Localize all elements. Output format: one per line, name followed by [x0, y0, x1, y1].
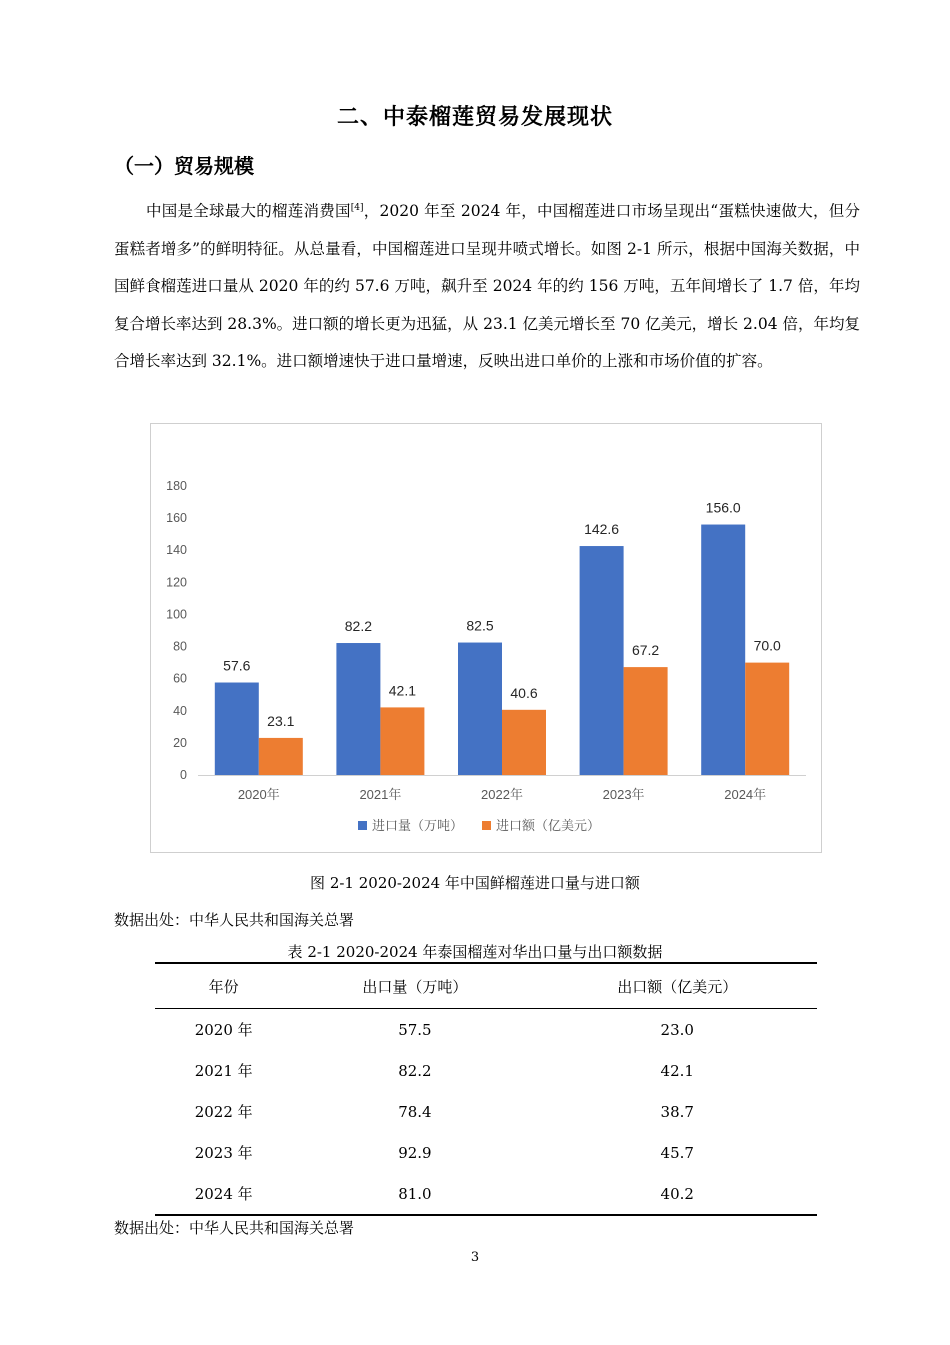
cell-value: 38.7 — [660, 1102, 694, 1121]
data-label: 40.6 — [510, 684, 538, 701]
bar-import-value — [745, 663, 789, 775]
bar-import-value — [502, 710, 546, 775]
bar-import-volume — [458, 643, 502, 775]
data-label: 67.2 — [631, 642, 660, 659]
cell-volume: 82.2 — [398, 1061, 432, 1080]
bar-import-value — [624, 667, 668, 775]
y-tick-label: 180 — [166, 479, 187, 493]
y-tick-label: 60 — [173, 671, 187, 686]
export-table — [155, 962, 817, 1216]
cell-volume: 78.4 — [398, 1102, 432, 1121]
cell-year: 2021 年 — [194, 1062, 253, 1080]
y-tick-label: 120 — [166, 575, 187, 590]
data-label: 156.0 — [705, 499, 741, 516]
cell-year: 2022 年 — [194, 1103, 253, 1121]
body-paragraph — [114, 193, 860, 381]
cell-value: 23.0 — [660, 1020, 694, 1039]
x-tick-label: 2021年 — [359, 787, 402, 802]
bar-import-volume — [215, 683, 259, 775]
x-tick-label: 2024年 — [724, 787, 767, 802]
y-tick-label: 80 — [173, 639, 187, 654]
figure-source: 数据出处：中华人民共和国海关总署 — [114, 911, 355, 929]
data-label: 23.1 — [267, 712, 295, 729]
cell-volume: 92.9 — [398, 1143, 432, 1162]
bar-import-volume — [336, 643, 380, 775]
subsection-title: （一）贸易规模 — [114, 154, 254, 178]
section-title: 二、中泰榴莲贸易发展现状 — [336, 105, 613, 130]
cell-year: 2023 年 — [194, 1144, 253, 1162]
cell-year: 2020 年 — [194, 1021, 253, 1039]
bar-import-volume — [701, 525, 745, 775]
x-tick-label: 2020年 — [237, 787, 280, 802]
table-row — [155, 1091, 817, 1132]
header-volume: 出口量（万吨） — [362, 977, 468, 996]
legend-swatch-value — [482, 821, 491, 830]
y-tick-label: 140 — [166, 543, 187, 558]
paragraph-text-rest: ，2020 年至 2024 年，中国榴莲进口市场呈现出“蛋糕快速做大，但分蛋糕者增多”的鲜明特征。从总量看，中国榴莲进口呈现井喷式增长。如图 2-1 所示，根据中国海关数据，中国鲜食榴莲进口量从 2020 年的约 57.6 万吨，飙升至 2024 年的约 156 万吨，五年间增长了 1.7 倍，年均复合增长率达到 28.3%。进口额的增长更为迅猛，从 23.1 亿美元增长至 70 亿美元，增长 2.04 倍，年均复合增长率达到 32.1%。进口额增速快于进口量增速，反映出进口单价的上涨和市场价值的扩容。 — [114, 202, 860, 370]
y-tick-label: 20 — [173, 735, 187, 750]
citation-ref[interactable]: [4] — [350, 202, 364, 213]
legend-label: 进口额（亿美元） — [496, 818, 601, 833]
x-tick-label: 2023年 — [602, 787, 645, 802]
data-label: 82.2 — [344, 618, 373, 635]
chart-canvas — [151, 424, 821, 852]
y-tick-label: 40 — [173, 703, 187, 718]
cell-volume: 81.0 — [398, 1184, 432, 1203]
bar-import-value — [380, 707, 424, 775]
cell-volume: 57.5 — [398, 1020, 432, 1039]
header-year: 年份 — [208, 977, 239, 996]
legend-label: 进口量（万吨） — [372, 818, 464, 833]
data-label: 42.1 — [388, 682, 417, 699]
page-number: 3 — [470, 1250, 480, 1265]
table-header-row — [155, 963, 817, 1009]
table-caption: 表 2-1 2020-2024 年泰国榴莲对华出口量与出口额数据 — [287, 943, 663, 961]
data-label: 82.5 — [466, 617, 494, 634]
cell-value: 42.1 — [660, 1061, 694, 1080]
table-row — [155, 1173, 817, 1215]
paragraph-text-start: 中国是全球最大的榴莲消费国 — [146, 202, 351, 220]
import-chart — [150, 423, 822, 853]
data-label: 57.6 — [223, 657, 251, 674]
data-label: 70.0 — [753, 637, 781, 654]
data-label: 142.6 — [584, 521, 620, 538]
cell-value: 45.7 — [660, 1143, 694, 1162]
x-tick-label: 2022年 — [481, 787, 523, 802]
bar-import-value — [259, 738, 303, 775]
y-tick-label: 0 — [180, 768, 187, 782]
y-tick-label: 160 — [166, 511, 187, 526]
legend-swatch-volume — [358, 821, 367, 830]
cell-year: 2024 年 — [194, 1185, 253, 1203]
table-row — [155, 1132, 817, 1173]
y-tick-label: 100 — [166, 607, 187, 622]
bar-import-volume — [580, 546, 624, 775]
header-value: 出口额（亿美元） — [617, 977, 738, 996]
figure-caption: 图 2-1 2020-2024 年中国鲜榴莲进口量与进口额 — [310, 874, 640, 892]
table-row — [155, 1009, 817, 1051]
table-source: 数据出处：中华人民共和国海关总署 — [114, 1219, 355, 1237]
cell-value: 40.2 — [660, 1184, 694, 1203]
table-row — [155, 1050, 817, 1091]
